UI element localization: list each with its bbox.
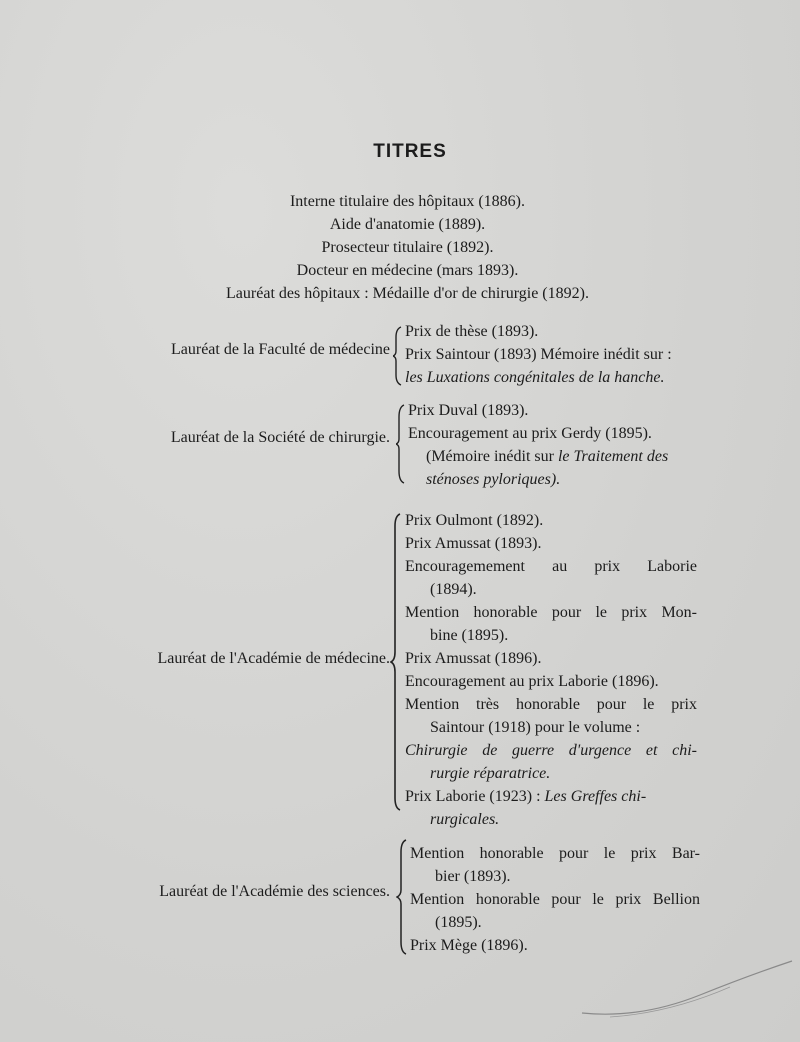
list-item: rurgicales. (430, 811, 500, 828)
faculte-items (405, 320, 672, 389)
brace-icon (390, 512, 402, 812)
list-item: Prix Oulmont (1892). (405, 512, 544, 529)
title-line: Docteur en médecine (mars 1893). (296, 262, 519, 279)
list-item: (Mémoire inédit sur le Traitement des (426, 448, 669, 465)
list-item: (1895). (435, 914, 482, 931)
academie-sciences-label: Lauréat de l'Académie des sciences. (159, 883, 390, 900)
title-line: Prosecteur titulaire (1892). (321, 239, 494, 256)
faculte-label: Lauréat de la Faculté de médecine (171, 341, 390, 358)
list-item: Mention très honorable pour le prix (405, 696, 697, 713)
list-item: Saintour (1918) pour le volume : (430, 719, 641, 736)
academie-sciences-items (410, 842, 700, 957)
brace-icon (396, 403, 406, 485)
brace-icon (396, 838, 408, 956)
list-item: Encouragement au prix Gerdy (1895). (408, 425, 652, 442)
titles-list (0, 190, 800, 305)
list-item: bine (1895). (430, 627, 509, 644)
list-item: Mention honorable pour le prix Bar- (410, 845, 700, 862)
academie-medecine-label: Lauréat de l'Académie de médecine. (157, 650, 390, 667)
list-item: bier (1893). (435, 868, 511, 885)
list-item: sténoses pyloriques). (426, 471, 561, 488)
page-title: TITRES (373, 141, 447, 162)
list-item: les Luxations congénitales de la hanche. (405, 369, 665, 386)
list-item: rurgie réparatrice. (430, 765, 551, 782)
list-item: Chirurgie de guerre d'urgence et chi- (405, 742, 697, 759)
title-line: Aide d'anatomie (1889). (329, 216, 486, 233)
title-line: Lauréat des hôpitaux : Médaille d'or de chirurgie (1892). (226, 285, 589, 302)
title-line: Interne titulaire des hôpitaux (1886). (289, 193, 526, 210)
list-item: Prix Amussat (1893). (405, 535, 542, 552)
list-item: Prix Amussat (1896). (405, 650, 542, 667)
list-item: Prix Saintour (1893) Mémoire inédit sur : (405, 346, 672, 363)
list-item: Prix Duval (1893). (408, 402, 529, 419)
list-item: Mention honorable pour le prix Bellion (410, 891, 700, 908)
pencil-stroke (580, 955, 795, 1025)
societe-items (408, 399, 668, 491)
list-item: Prix Laborie (1923) : Les Greffes chi- (405, 788, 647, 805)
list-item: Encouragemement au prix Laborie (405, 558, 697, 575)
list-item: Prix Mège (1896). (410, 937, 528, 954)
list-item: Prix de thèse (1893). (405, 323, 539, 340)
list-item: Mention honorable pour le prix Mon- (405, 604, 697, 621)
list-item: Encouragement au prix Laborie (1896). (405, 673, 659, 690)
societe-label: Lauréat de la Société de chirurgie. (170, 429, 390, 446)
brace-icon (393, 325, 403, 387)
academie-medecine-items (405, 509, 697, 831)
list-item: (1894). (430, 581, 477, 598)
